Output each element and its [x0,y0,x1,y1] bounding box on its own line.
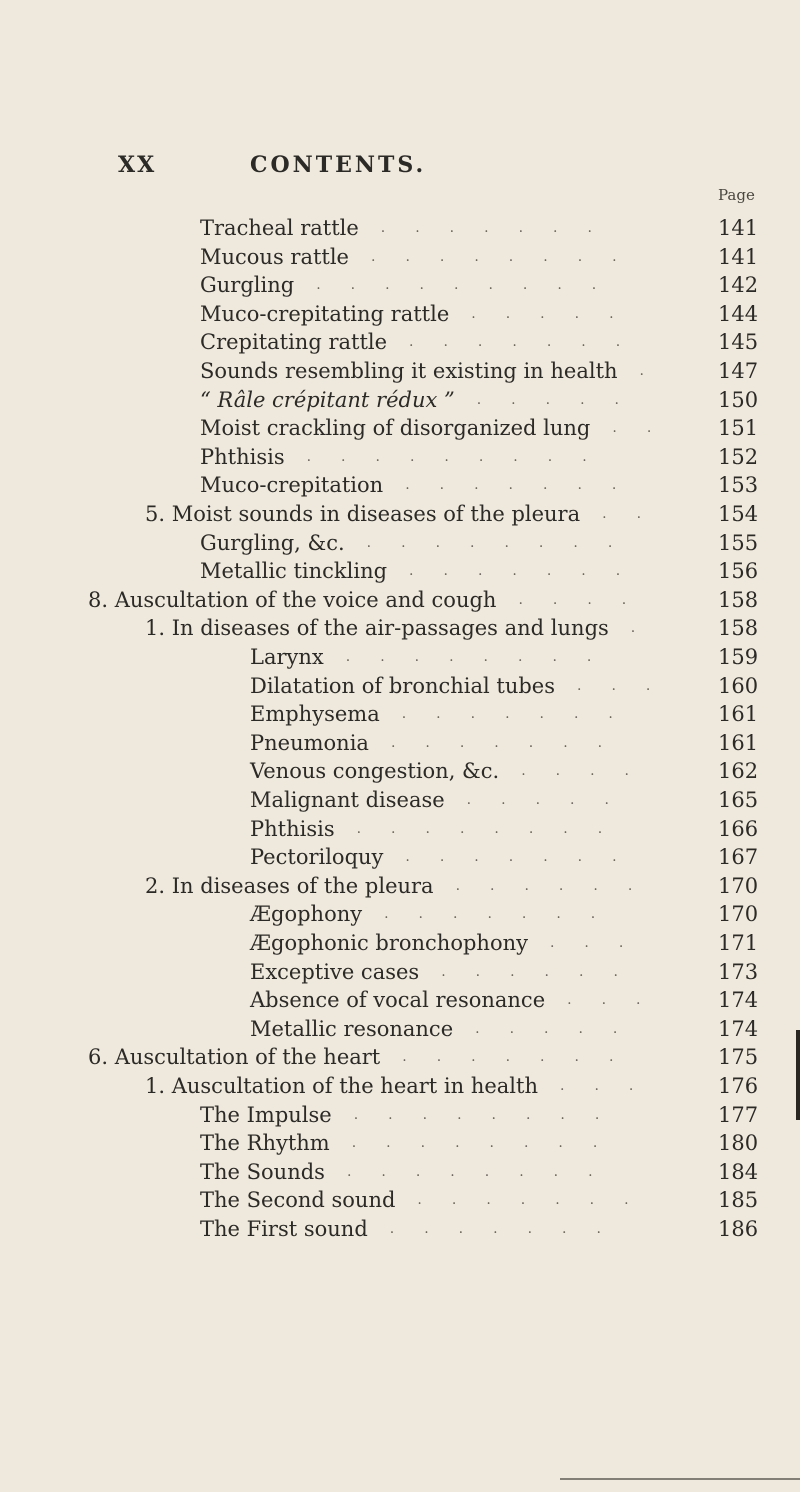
contents-entry [0,1072,800,1100]
entry-page-number: 186 [718,1217,759,1241]
contents-entry [0,1158,800,1186]
contents-entry [0,1129,800,1157]
entry-page-number: 150 [718,387,759,412]
contents-entry [0,1101,800,1129]
entry-title: Tracheal rattle [200,216,359,240]
dot-leader: ......... [306,448,617,465]
entry-page-number: 142 [718,273,759,298]
dot-leader: ...... [441,963,648,980]
dot-leader: ....... [409,334,651,351]
entry-title: Mucous rattle [200,244,349,269]
entry-page-number: 177 [718,1102,759,1127]
contents-entry [0,300,800,328]
dot-leader: ....... [409,563,651,580]
dot-leader: ..... [471,305,644,322]
entry-page-number: 158 [718,587,759,612]
entry-title: Phthisis [200,444,285,469]
entry-title: Metallic tinckling [200,559,388,584]
dot-leader: ..... [466,792,639,808]
entry-page-number: 155 [718,530,759,555]
entry-page-number: 156 [718,559,759,584]
entry-page-number: 141 [718,244,759,269]
entry-title: 1. In diseases of the air-passages and lungs [145,616,609,641]
entry-page-number: 160 [718,673,759,698]
page-marker: XX [118,152,157,178]
contents-entry [0,786,800,814]
entry-page-number: 170 [718,902,759,927]
contents-entry [0,586,800,614]
entry-page-number: 180 [718,1131,759,1156]
entry-title: Venous congestion, &c. [250,759,500,784]
entry-title: The Second sound [200,1188,396,1213]
entry-title: 2. In diseases of the pleura [145,873,434,898]
entry-page-number: 185 [718,1188,759,1213]
entry-page-number: 175 [718,1045,759,1070]
entry-title: Pneumonia [250,730,369,755]
dot-leader: ......... [316,277,627,294]
contents-entry [0,271,800,299]
contents-entry [0,1215,800,1243]
entry-page-number: 154 [718,502,759,526]
dot-leader: ..... [476,391,649,408]
dot-leader: ... [577,677,681,694]
entry-page-number: 161 [718,730,759,755]
page-edge-shadow [560,1478,800,1480]
entry-title: 5. Moist sounds in diseases of the pleura [145,502,581,526]
dot-leader: .. [602,506,672,522]
dot-leader: ........ [356,820,633,837]
entry-page-number: 161 [718,702,759,727]
entry-page-number: 174 [718,1016,759,1041]
dot-leader: . [630,620,666,637]
dot-leader: ....... [405,477,647,494]
dot-leader: ........ [353,1106,630,1123]
entry-title: 1. Auscultation of the heart in health [145,1074,538,1098]
dot-leader: ....... [417,1192,659,1209]
dot-leader: ..... [475,1020,648,1037]
contents-entry [0,443,800,471]
contents-entry [0,986,800,1014]
entry-page-number: 144 [718,301,759,326]
entry-page-number: 184 [718,1159,759,1184]
entry-page-number: 171 [718,931,759,955]
contents-entry [0,1043,800,1071]
entry-title: Dilatation of bronchial tubes [250,673,556,698]
contents-entry [0,672,800,700]
contents-entry [0,243,800,271]
contents-entry [0,843,800,871]
entry-page-number: 147 [718,359,759,383]
entry-page-number: 170 [718,873,759,898]
dot-leader: ...... [455,877,663,894]
dot-leader: ... [560,1078,664,1094]
contents-entry [0,815,800,843]
entry-title: Phthisis [250,816,335,841]
dot-leader: ....... [401,706,643,723]
contents-entry [0,643,800,671]
entry-page-number: 166 [718,816,759,841]
entry-page-number: 159 [718,645,759,669]
dot-leader: .... [521,763,660,780]
entry-title: Crepitating rattle [200,330,388,355]
contents-entry [0,1015,800,1043]
contents-entry [0,700,800,728]
dot-leader: ....... [380,220,622,236]
dot-leader: ... [567,992,671,1009]
entry-page-number: 145 [718,330,759,355]
dot-leader: ... [549,935,654,951]
entry-title: Muco-crepitating rattle [200,301,450,326]
entry-title: 8. Auscultation of the voice and cough [88,587,497,612]
entry-page-number: 158 [718,616,759,641]
dot-leader: .. [612,420,682,437]
contents-entry [0,414,800,442]
entry-title: Larynx [250,645,324,669]
entry-page-number: 162 [718,759,759,784]
dot-leader: ........ [366,534,643,551]
page-column-label: Page [718,186,755,204]
contents-entry [0,557,800,585]
entry-title: Moist crackling of disorganized lung [200,416,591,441]
contents-entry [0,471,800,499]
entry-title: The First sound [200,1217,368,1241]
dot-leader: ........ [371,248,647,265]
contents-entry [0,357,800,385]
contents-entry [0,328,800,356]
entry-title: Metallic resonance [250,1016,454,1041]
entry-title: Malignant disease [250,788,445,812]
entry-title: Ægophony [250,902,363,927]
entry-page-number: 141 [718,216,759,240]
dot-leader: ....... [390,734,633,751]
contents-entry [0,929,800,957]
contents-entry [0,729,800,757]
entry-title: Sounds resembling it existing in health [200,359,618,383]
dot-leader: ........ [345,649,622,665]
dot-leader: . [639,363,674,379]
entry-page-number: 173 [718,959,759,984]
contents-entry [0,757,800,785]
entry-title: Absence of vocal resonance [250,988,546,1013]
entry-title: Exceptive cases [250,959,420,984]
page-edge-shadow [796,1030,800,1120]
entry-page-number: 176 [718,1074,759,1098]
entry-title: Ægophonic bronchophony [250,931,528,955]
contents-entry [0,900,800,928]
entry-title: The Impulse [200,1102,332,1127]
entry-title: Gurgling [200,273,295,298]
entry-title: The Rhythm [200,1131,330,1156]
entry-title: Pectoriloquy [250,845,384,870]
entry-page-number: 167 [718,845,759,870]
page-title: CONTENTS. [250,152,427,178]
entry-title: “ Râle crépitant rédux ” [200,387,455,412]
contents-entry [0,1186,800,1214]
dot-leader: ....... [402,1049,644,1066]
contents-entry [0,386,800,414]
contents-entry [0,872,800,900]
entry-title: Gurgling, &c. [200,530,345,555]
contents-entry [0,958,800,986]
dot-leader: ....... [405,849,647,866]
dot-leader: ........ [351,1135,628,1152]
entry-page-number: 174 [718,988,759,1013]
dot-leader: ........ [346,1163,623,1180]
dot-leader: ....... [384,906,626,923]
entry-title: 6. Auscultation of the heart [88,1045,381,1070]
entry-page-number: 151 [718,416,759,441]
contents-entry [0,529,800,557]
dot-leader: .... [518,591,657,608]
entry-title: The Sounds [200,1159,325,1184]
contents-entry [0,214,800,242]
dot-leader: ....... [389,1221,631,1237]
contents-entry [0,500,800,528]
contents-entry [0,614,800,642]
entry-page-number: 152 [718,444,759,469]
entry-page-number: 153 [718,473,759,498]
entry-page-number: 165 [718,788,759,812]
entry-title: Muco-crepitation [200,473,384,498]
entry-title: Emphysema [250,702,380,727]
